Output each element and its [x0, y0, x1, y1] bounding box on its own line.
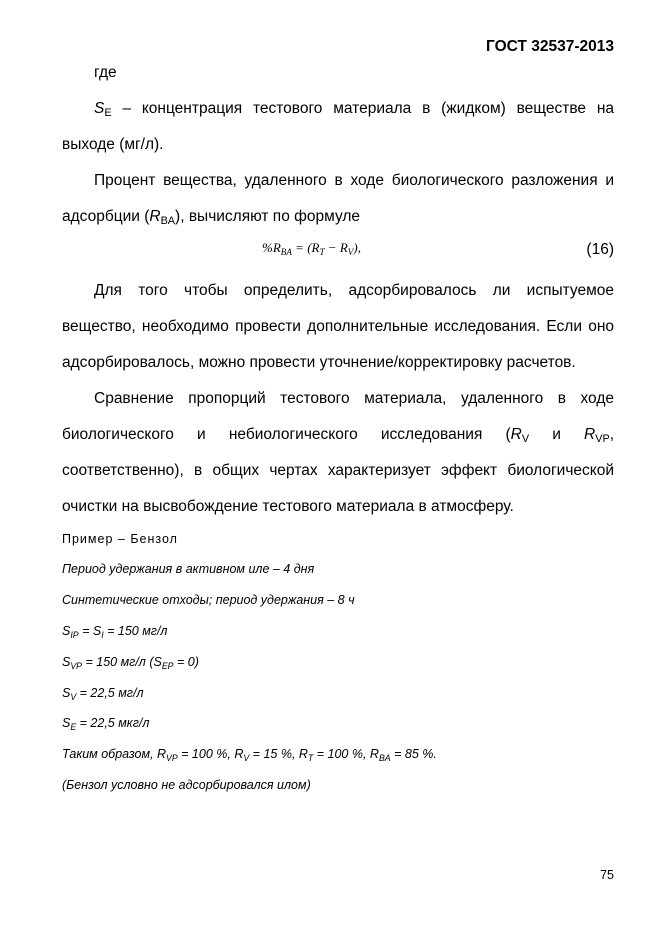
- formula-equals: =: [291, 240, 308, 255]
- example-sv: [62, 686, 144, 700]
- formula-rv: R: [339, 240, 348, 255]
- compare-para-and: и: [529, 426, 585, 443]
- thus-text-e: = 85 %.: [390, 747, 437, 761]
- adsorb-para-line2: вещество, необходимо провести дополнительные исследования. Если оно: [62, 318, 614, 335]
- se-ex-value: = 22,5 мкг/л: [76, 716, 150, 730]
- example-retention: Период удержания в активном иле – 4 дня: [62, 562, 315, 576]
- compare-para-line1: Сравнение пропорций тестового материала, удаленного в ходе: [94, 390, 614, 407]
- rv-symbol: R: [510, 426, 522, 443]
- thus-sub-vp: VP: [166, 753, 178, 763]
- sip-value: = 150 мг/л: [103, 624, 168, 638]
- sep-symbol: S: [153, 655, 162, 669]
- thus-sub-v: V: [243, 753, 250, 763]
- sv-symbol: S: [62, 686, 71, 700]
- example-thus: [62, 747, 437, 761]
- se-definition-line1: [62, 91, 614, 127]
- compare-para-line4: очистки на высвобождение тестового материала в атмосферу.: [62, 498, 514, 515]
- formula-close-paren: ): [353, 240, 358, 255]
- formula-minus: −: [324, 240, 340, 255]
- sv-value: = 22,5 мг/л: [76, 686, 144, 700]
- thus-text-c: = 15 %, R: [249, 747, 308, 761]
- example-note: (Бензол условно не адсорбировался илом): [62, 778, 311, 792]
- rvp-subscript: VP: [595, 433, 610, 445]
- svp-symbol: S: [62, 655, 71, 669]
- thus-sub-t: T: [307, 753, 314, 763]
- compare-para-line2: [62, 417, 614, 453]
- example-heading: Пример – Бензол: [62, 532, 178, 546]
- equation-number: (16): [586, 241, 614, 258]
- formula-lhs-sub: BA: [280, 247, 292, 257]
- formula-rv-sub: V: [347, 247, 354, 257]
- formula-open-paren: (: [307, 240, 312, 255]
- sip-equals: =: [78, 624, 93, 638]
- thus-sub-ba: BA: [378, 753, 391, 763]
- sip-subscript: IP: [70, 630, 79, 640]
- formula-rt-sub: T: [319, 247, 325, 257]
- formula-comma: ,: [357, 240, 361, 255]
- example-svp: [62, 655, 199, 669]
- percent-para-text-b: ), вычисляют по формуле: [175, 208, 361, 225]
- sep-value: = 0): [173, 655, 199, 669]
- formula-lhs: %R: [262, 240, 281, 255]
- where-label: где: [94, 64, 117, 81]
- percent-para-line2: [62, 199, 614, 235]
- formula-16: [262, 240, 361, 256]
- se-ex-symbol: S: [62, 716, 71, 730]
- compare-para-text-b: ,: [609, 426, 614, 443]
- thus-text-d: = 100 %, R: [313, 747, 379, 761]
- se-ex-subscript: E: [70, 722, 77, 732]
- svp-value: = 150 мг/л (: [82, 655, 154, 669]
- formula-rt: R: [311, 240, 320, 255]
- se-definition-line2: выходе (мг/л).: [62, 136, 164, 153]
- adsorb-para-line3: адсорбировалось, можно провести уточнение/корректировку расчетов.: [62, 354, 576, 371]
- rv-subscript: V: [521, 433, 530, 445]
- rba-subscript: BA: [160, 215, 176, 227]
- percent-para-text-a: адсорбции (: [62, 208, 150, 225]
- document-header: ГОСТ 32537-2013: [486, 38, 614, 55]
- sep-subscript: EP: [161, 661, 174, 671]
- se-definition-text: – концентрация тестового материала в (жидком) веществе на: [111, 100, 614, 117]
- rvp-symbol: R: [584, 426, 596, 443]
- compare-para-line3: соответственно), в общих чертах характеризует эффект биологической: [62, 462, 614, 479]
- percent-para-line1: Процент вещества, удаленного в ходе биологического разложения и: [94, 172, 614, 189]
- sip-symbol: S: [62, 624, 71, 638]
- example-synthetic: Синтетические отходы; период удержания – 8 ч: [62, 593, 355, 607]
- thus-text-a: Таким образом, R: [62, 747, 166, 761]
- adsorb-para-line1: Для того чтобы определить, адсорбировалось ли испытуемое: [94, 282, 614, 299]
- se-subscript: E: [104, 107, 112, 119]
- rba-symbol: R: [149, 208, 161, 225]
- svp-subscript: VP: [70, 661, 83, 671]
- page-number: 75: [600, 868, 614, 882]
- si-symbol: S: [92, 624, 102, 638]
- sv-subscript: V: [70, 692, 77, 702]
- example-sip: [62, 624, 168, 638]
- thus-text-b: = 100 %, R: [177, 747, 244, 761]
- compare-para-text-a: биологического и небиологического исследования (: [62, 426, 511, 443]
- example-se: [62, 716, 149, 730]
- si-subscript: I: [101, 630, 104, 640]
- se-symbol: S: [94, 100, 105, 117]
